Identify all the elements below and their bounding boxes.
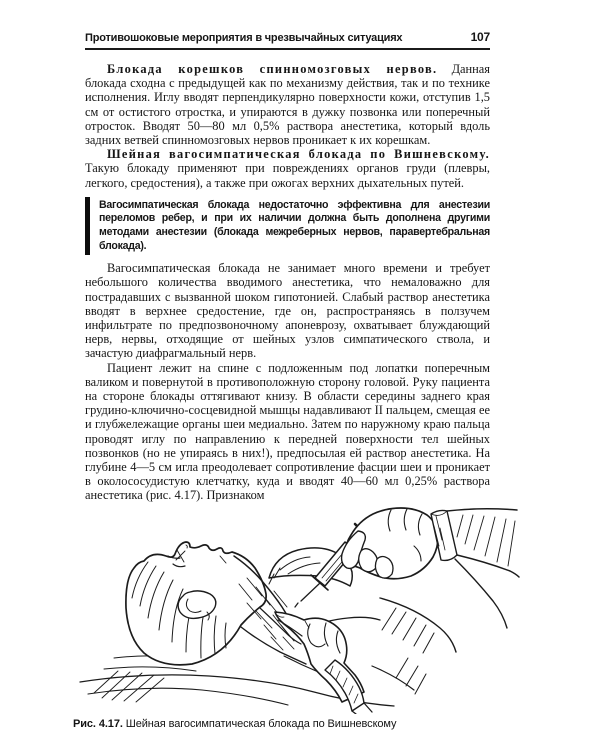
paragraph-text: Такую блокаду применяют при повреждениях органов груди (плевры, легкого, средостения), а также при ожогах верхних дыхательных путей. (85, 161, 490, 190)
figure-caption-label: Рис. 4.17. (73, 717, 123, 730)
figure-caption-text: Шейная вагосимпатическая блокада по Вишневскому (125, 717, 397, 730)
paragraph-blockade-roots (85, 62, 490, 147)
paragraph-text: Пациент лежит на спине с подложенным под лопатки поперечным валиком и повернутой в противоположную сторону головой. Руку пациента на стороне блокады оттягивают книзу. В области середины заднего края грудино-ключично-сосцевидной мышцы надавливают II пальцем, смещая ее и глубжележащие органы шеи медиально. Затем по наружному краю пальца проводят иглу по направлению к передней поверхности тел шейных позвонков (но не упираясь в них!), предпосылая ей раствор анестетика. На глубине 4—5 см игла преодолевает сопротивление фасции шеи и проникает в околососудистую клетчатку, куда и вводят 40—60 мл 0,25% раствора анестетика (рис. 4.17). Признаком (85, 360, 490, 503)
paragraph-cervical-blockade (85, 147, 490, 190)
body-text (85, 62, 490, 503)
running-header (85, 30, 490, 50)
paragraph-text: Данная блокада сходна с предыдущей как по механизму действия, так и по технике исполнения. Иглу вводят перпендикулярно поверхности кожи, отступив 1,5 см от остистого отростка, и упираются в дужку позвонка или поперечный отросток. Вводят 50—80 мл 0,5% раствора анестетика, который вдоль задних ветвей спинномозговых нервов проникает к их корешкам. (85, 62, 490, 148)
patient-illustration (73, 506, 520, 714)
paragraph-blockade-advantages (85, 261, 490, 360)
running-header-title: Противошоковые мероприятия в чрезвычайных ситуациях (85, 32, 403, 44)
page-content (73, 30, 490, 730)
run-in-heading: Блокада корешков спинномозговых нервов. (107, 62, 438, 76)
figure (73, 506, 520, 730)
run-in-heading: Шейная вагосимпатическая блокада по Вишневскому. (107, 147, 490, 162)
figure-caption (73, 718, 520, 730)
note-text: Вагосимпатическая блокада недостаточно эффективна для анестезии переломов ребер, и при их наличии должна быть дополнена другими методами анестезии (блокада межреберных нервов, паравертебральная блокада). (99, 198, 490, 252)
note-box (85, 197, 490, 255)
page-number: 107 (470, 30, 490, 44)
paragraph-text: Вагосимпатическая блокада не занимает много времени и требует небольшого количества вводимого анестетика, что немаловажно для пострадавших с вызванной шоком гипотонией. Слабый раствор анестетика вводят в верхнее средостение, где он, распространяясь в ползучем инфильтрате по предпозвоночному апоневрозу, охватывает блуждающий нерв, нервы, отходящие от шейных узлов симпатического ствола, и зачастую диафрагмальный нерв. (85, 261, 490, 361)
paragraph-technique (85, 361, 490, 503)
